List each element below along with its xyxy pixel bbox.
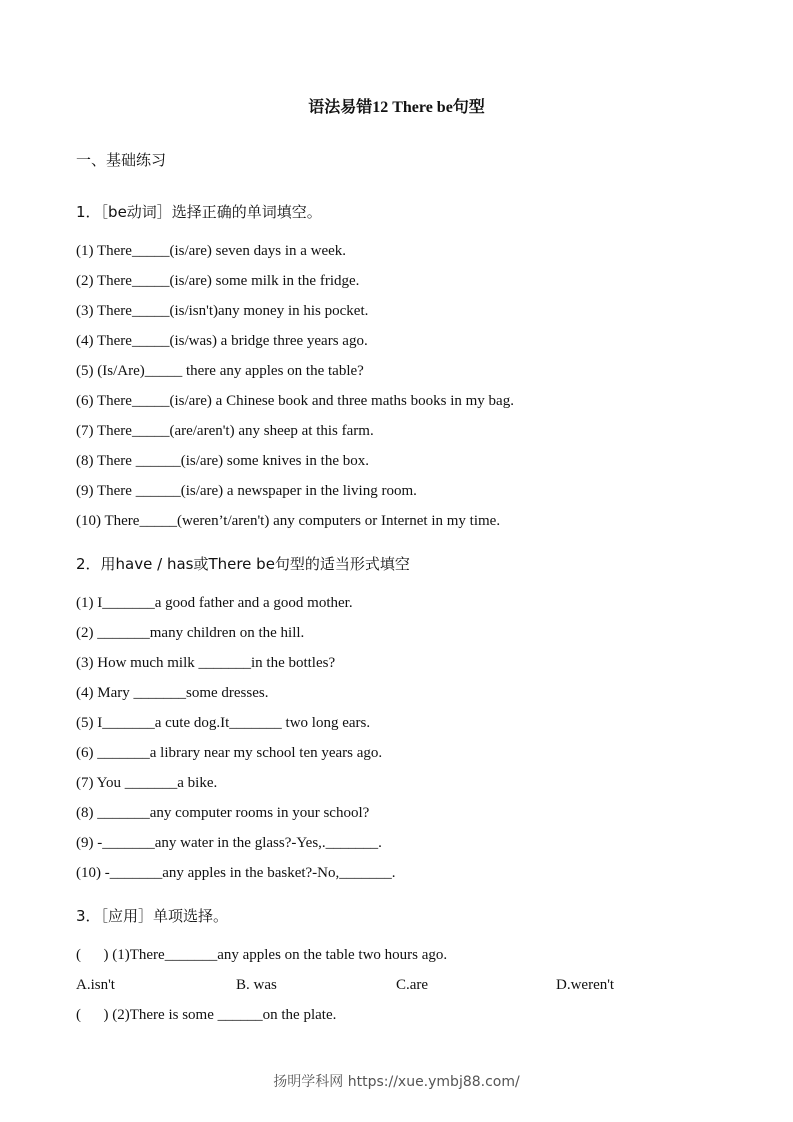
q1-item: (10) There_____(weren’t/aren't) any computers or Internet in my time. [76, 513, 501, 529]
q2-item: (1) I_______a good father and a good mother. [76, 595, 353, 611]
q2-item: (6) _______a library near my school ten years ago. [76, 745, 383, 761]
q1-item: (5) (Is/Are)_____ there any apples on the table? [76, 363, 364, 379]
q3-item: ( ) (2)There is some ______on the plate. [76, 1007, 337, 1023]
footer-watermark: 扬明学科网 https://xue.ymbj88.com/ [273, 1074, 520, 1090]
q1-item: (2) There_____(is/are) some milk in the fridge. [76, 273, 360, 289]
option-b: B. was [236, 977, 277, 993]
q3-item: ( ) (1)There_______any apples on the table two hours ago. [76, 947, 448, 963]
question-2-heading: 2．用have / has或There be句型的适当形式填空 [76, 555, 410, 573]
q1-item: (1) There_____(is/are) seven days in a week. [76, 243, 347, 259]
q1-item: (4) There_____(is/was) a bridge three years ago. [76, 333, 368, 349]
q2-item: (8) _______any computer rooms in your school? [76, 805, 370, 821]
q1-item: (6) There_____(is/are) a Chinese book and three maths books in my bag. [76, 393, 514, 409]
q1-item: (8) There ______(is/are) some knives in the box. [76, 453, 369, 469]
q2-item: (9) -_______any water in the glass?-Yes,._______. [76, 835, 382, 851]
section-heading: 一、基础练习 [76, 151, 167, 169]
question-1-heading: 1．［be动词］选择正确的单词填空。 [76, 203, 322, 221]
q2-item: (2) _______many children on the hill. [76, 625, 305, 641]
q2-item: (7) You _______a bike. [76, 775, 218, 791]
q2-item: (10) -_______any apples in the basket?-No,_______. [76, 865, 396, 881]
q1-item: (9) There ______(is/are) a newspaper in the living room. [76, 483, 417, 499]
option-d: D.weren't [556, 977, 615, 993]
page-title: 语法易错12 There be句型 [308, 99, 485, 116]
q2-item: (3) How much milk _______in the bottles? [76, 655, 336, 671]
q2-item: (4) Mary _______some dresses. [76, 685, 269, 701]
question-3-heading: 3．［应用］单项选择。 [76, 907, 229, 925]
q1-item: (3) There_____(is/isn't)any money in his pocket. [76, 303, 369, 319]
option-a: A.isn't [76, 977, 115, 993]
q1-item: (7) There_____(are/aren't) any sheep at this farm. [76, 423, 374, 439]
option-c: C.are [396, 977, 429, 993]
q2-item: (5) I_______a cute dog.It_______ two long ears. [76, 715, 371, 731]
